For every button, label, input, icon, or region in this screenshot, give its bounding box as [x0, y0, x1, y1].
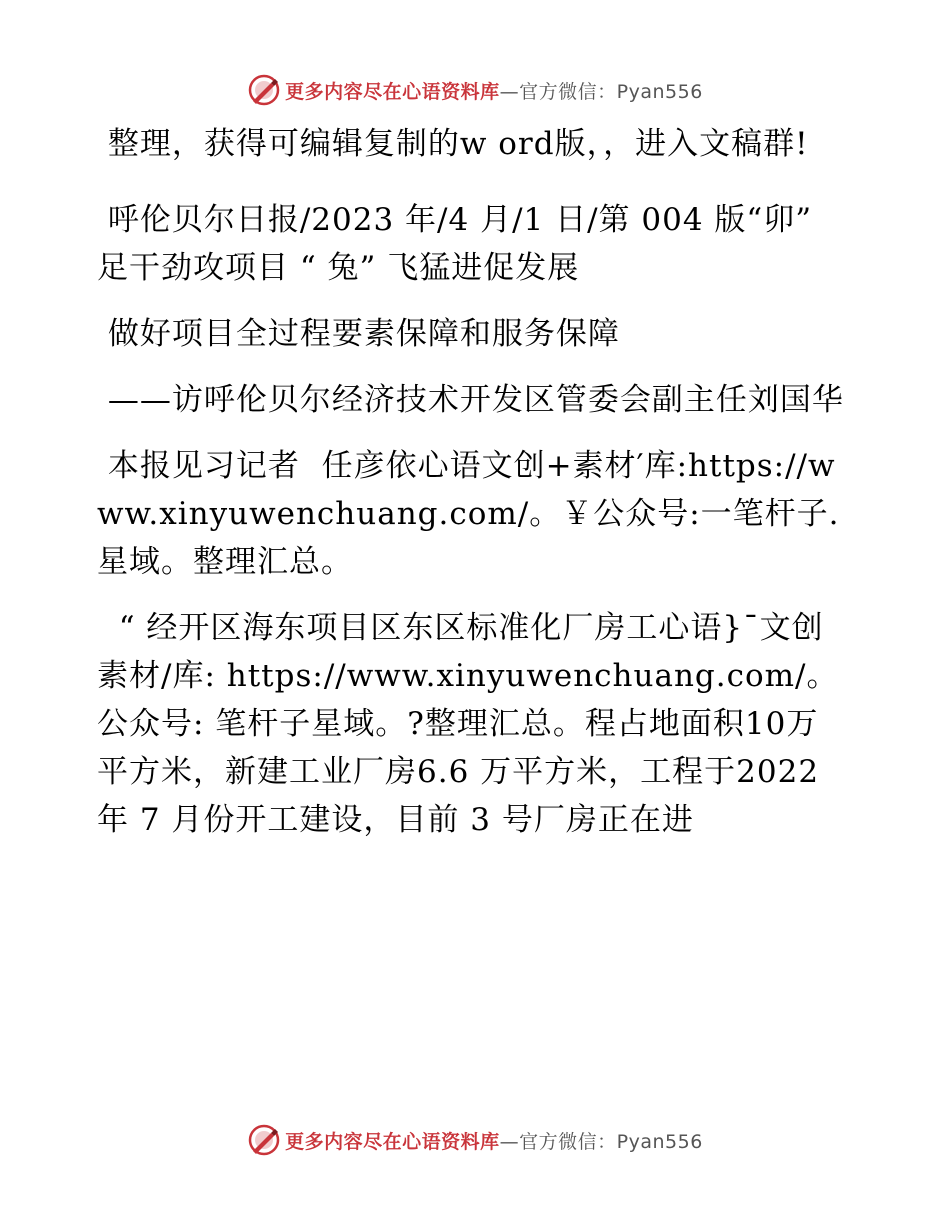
header-banner	[0, 70, 950, 110]
banner-dash: —	[499, 80, 520, 103]
paragraph-subheadline: 做好项目全过程要素保障和服务保障	[97, 316, 620, 352]
pen-seal-icon	[247, 73, 281, 107]
banner-wechat-text: 官方微信：Pyan556	[519, 1130, 703, 1153]
paragraph-interview-title: ——访呼伦贝尔经济技术开发区管委会副主任刘国华	[97, 382, 844, 418]
banner-text	[285, 1127, 703, 1154]
document-body	[97, 120, 847, 844]
banner-text	[285, 77, 703, 104]
footer-banner	[0, 1120, 950, 1160]
banner-wechat-text: 官方微信：Pyan556	[519, 80, 703, 103]
paragraph-byline: 本报见习记者 任彦依心语文创+素材′库:https://www.xinyuwenchuang.com/。￥公众号:一笔杆子.星域。整理汇总。	[97, 448, 840, 580]
paragraph-source-headline: 呼伦贝尔日报/2023 年/4 月/1 日/第 004 版“卯” 足干劲攻项目 “ 兔” 飞猛进促发展	[97, 202, 823, 286]
paragraph-intro: 整理，获得可编辑复制的w ord版，，进入文稿群!	[97, 126, 809, 162]
banner-dash: —	[499, 1130, 520, 1153]
pen-seal-icon	[247, 1123, 281, 1157]
banner-main-text: 更多内容尽在心语资料库	[285, 80, 500, 103]
paragraph-body: “ 经开区海东项目区东区标准化厂房工心语}¯文创素材/库: https://www.xinyuwenchuang.com/。公众号: 笔杆子星域。?整理汇总。程占地面积10万平方米，新建工业厂房6.6 万平方米，工程于2022 年 7 月份开工建设，目前 3 号厂房正在进	[97, 610, 839, 838]
banner-main-text: 更多内容尽在心语资料库	[285, 1130, 500, 1153]
